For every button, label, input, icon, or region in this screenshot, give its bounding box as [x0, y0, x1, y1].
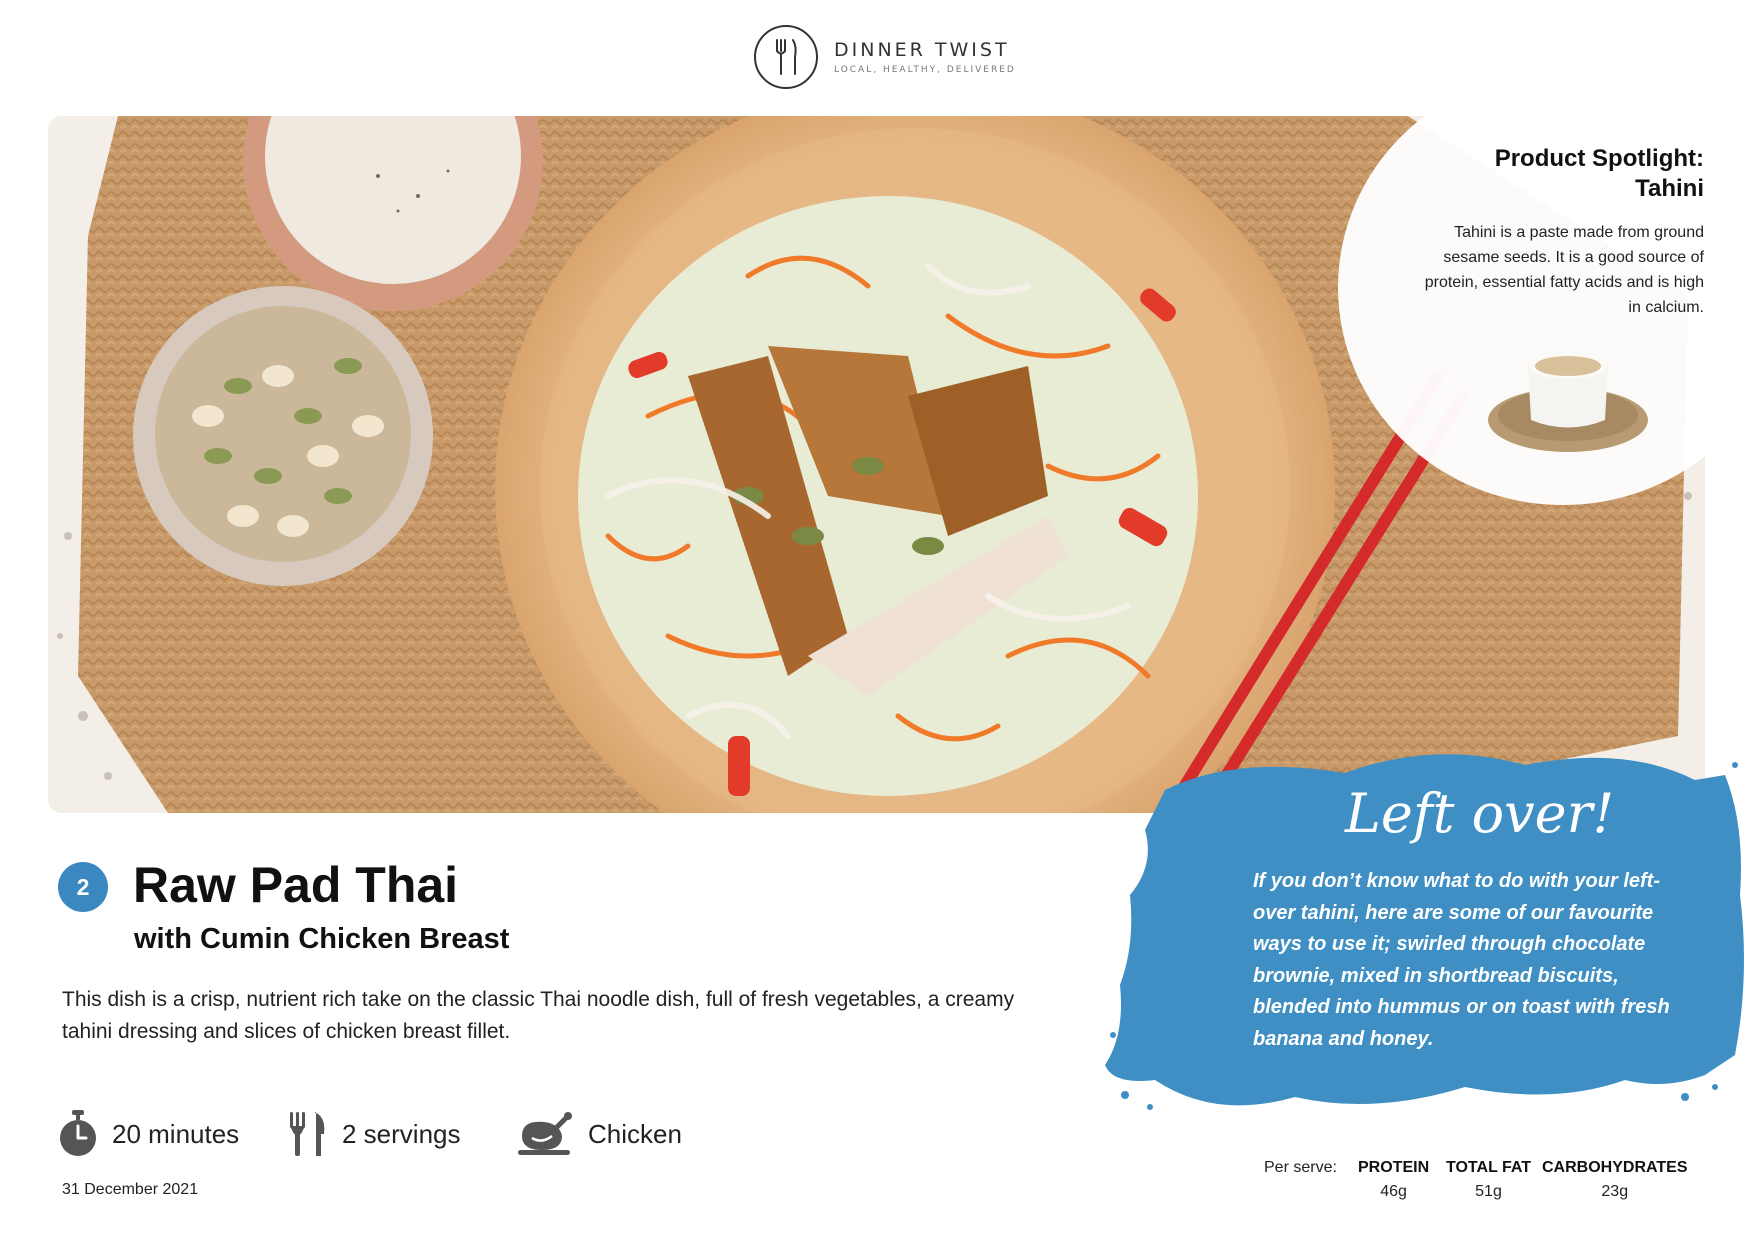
spotlight-title: Product Spotlight: Tahini	[1494, 145, 1704, 202]
nutrition-value: 51g	[1475, 1183, 1502, 1200]
cook-time	[58, 1110, 239, 1158]
nutrition-total-fat	[1446, 1159, 1531, 1201]
nutrition-label: CARBOHYDRATES	[1542, 1159, 1688, 1176]
step-badge: 2	[58, 862, 108, 912]
recipe-date: 31 December 2021	[62, 1181, 199, 1198]
nutrition-label: TOTAL FAT	[1446, 1159, 1532, 1176]
nutrition-value: 46g	[1380, 1183, 1407, 1200]
brand-name: DINNER TWIST	[834, 39, 1010, 61]
nutrition-label: PROTEIN	[1358, 1159, 1430, 1176]
tahini-ramekin-image	[1483, 335, 1653, 460]
nutrition-protein	[1358, 1159, 1429, 1201]
per-serve-label: Per serve:	[1264, 1159, 1337, 1176]
fork-knife-icon	[754, 25, 818, 89]
recipe-description: This dish is a crisp, nutrient rich take on the classic Thai noodle dish, full of fresh vegetables, a creamy tahini dressing and slices of chicken breast fillet.	[62, 988, 1015, 1043]
nutrition-carbohydrates	[1542, 1159, 1687, 1201]
servings	[288, 1110, 461, 1158]
nutrition-value: 23g	[1601, 1183, 1629, 1200]
roast-chicken-icon	[516, 1110, 574, 1158]
recipe-subtitle: with Cumin Chicken Breast	[134, 923, 510, 955]
leftover-text: If you don’t know what to do with your left-over tahini, here are some of our favourite ways to use it; swirled through chocolate brownie, mixed in shortbread biscuits, blended into hummus or on toast with fresh banana and honey.	[1253, 870, 1670, 1050]
brand-logo	[754, 25, 1016, 89]
cook-time-value: 20 minutes	[112, 1118, 240, 1149]
protein-type-value: Chicken	[588, 1118, 682, 1149]
servings-value: 2 servings	[342, 1118, 461, 1149]
stopwatch-icon	[58, 1110, 98, 1158]
recipe-title: Raw Pad Thai	[133, 857, 459, 913]
brand-tagline: LOCAL, HEALTHY, DELIVERED	[834, 65, 1016, 75]
spotlight-text: Tahini is a paste made from ground sesame seeds. It is a good source of protein, essential fatty acids and is high in calcium.	[1424, 224, 1704, 316]
cutlery-icon	[288, 1110, 328, 1158]
leftover-title: Left over!	[1345, 782, 1615, 845]
protein-type	[516, 1110, 682, 1158]
